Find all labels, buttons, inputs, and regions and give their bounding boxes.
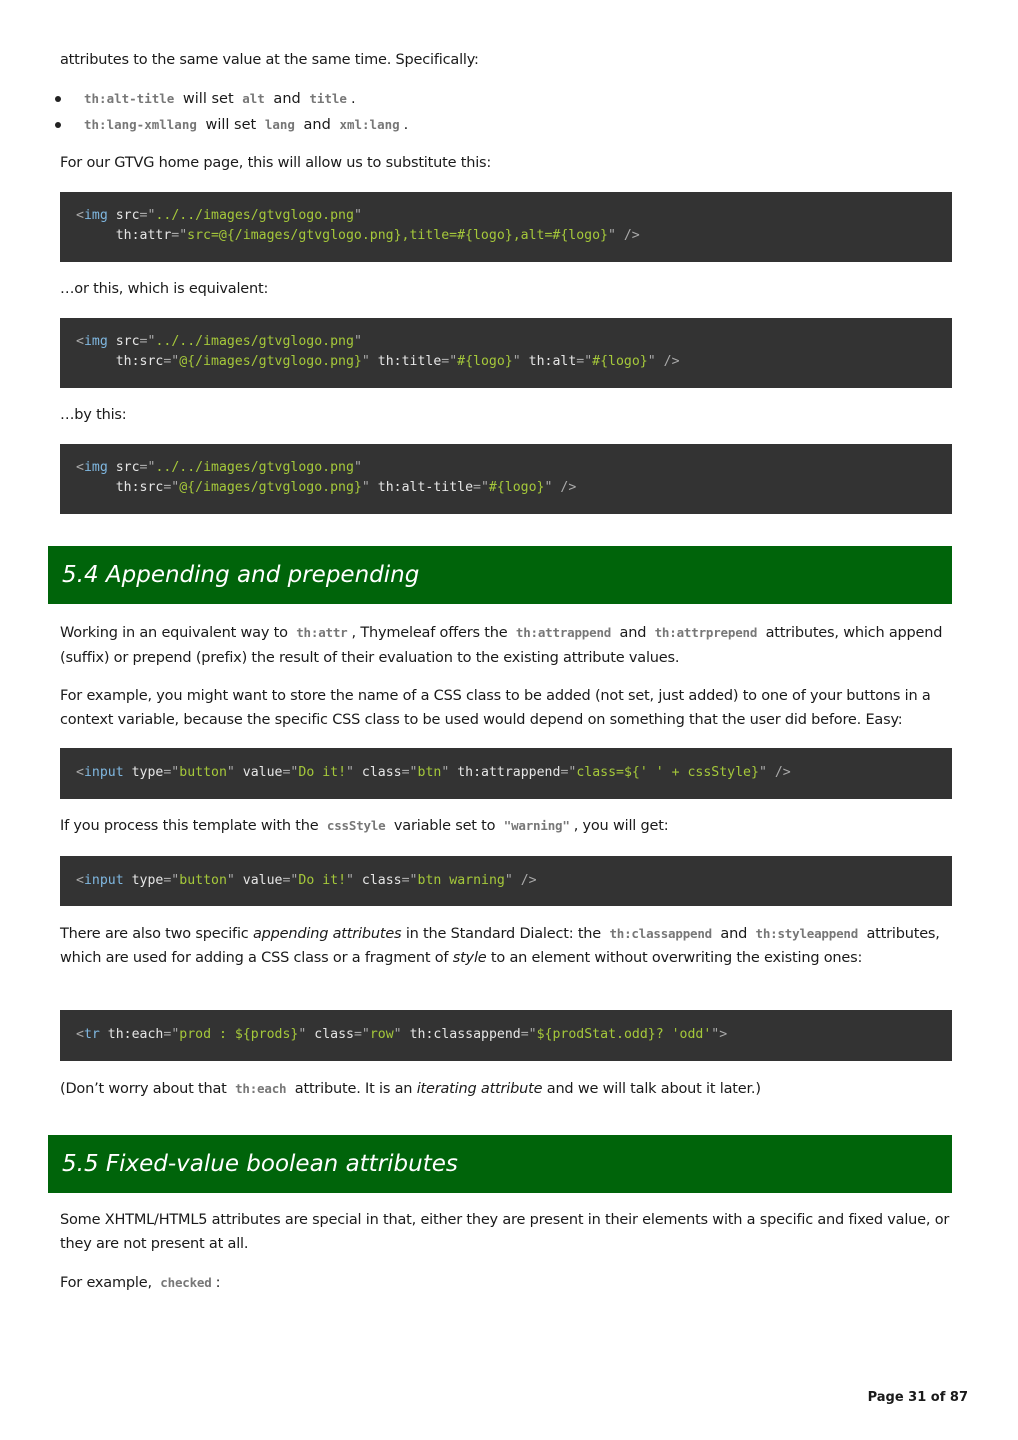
code-line	[76, 332, 936, 352]
code-line	[76, 206, 936, 226]
text: …by this:	[60, 407, 127, 423]
code-token: "	[226, 873, 235, 888]
code-token: class	[306, 1027, 354, 1042]
inline-code: th:attrprepend	[654, 625, 758, 640]
text: There are also two specific	[60, 926, 253, 942]
code-token: ="	[441, 354, 458, 369]
code-token: @{/images/gtvglogo.png}	[179, 480, 362, 495]
text: and	[615, 625, 651, 641]
code-token: ="	[163, 873, 180, 888]
text: , Thymeleaf offers the	[351, 625, 512, 641]
paragraph	[60, 1077, 952, 1101]
code-token: " />	[758, 765, 791, 780]
code-token: ="	[560, 765, 577, 780]
paragraph	[60, 620, 952, 671]
text: :	[215, 1275, 221, 1291]
code-token: btn	[417, 765, 442, 780]
text: in the Standard Dialect: the	[401, 926, 606, 942]
code-token: th:alt-title	[369, 480, 474, 495]
code-token: ">	[711, 1027, 728, 1042]
emphasis: style	[452, 950, 487, 966]
code-token: ="	[473, 480, 489, 495]
text: attributes to the same value at the same time. Specifically:	[60, 52, 479, 68]
text: and we will talk about it later.)	[542, 1081, 761, 1097]
code-token: ../../images/gtvglogo.png	[155, 460, 354, 475]
code-token: th:alt	[520, 354, 577, 369]
text: attribute. It is an	[290, 1081, 417, 1097]
text: and	[716, 926, 752, 942]
text: Some XHTML/HTML5 attributes are special in that, either they are present in their elements with a specific and fixed value, or they are not present at all.	[60, 1212, 950, 1252]
text: .	[403, 117, 409, 133]
text: attributes, which append (suffix) or prepend (prefix) the result of their evaluation to the existing attribute values.	[60, 625, 943, 666]
code-token: ="	[576, 354, 593, 369]
code-token: ="	[163, 480, 180, 495]
code-token: value	[234, 765, 283, 780]
list-item	[60, 86, 952, 112]
paragraph	[60, 684, 952, 732]
code-token: img	[83, 208, 108, 223]
code-token: ="	[163, 1027, 180, 1042]
code-token: class	[353, 765, 402, 780]
code-token: "	[393, 1027, 402, 1042]
text: If you process this template with the	[60, 818, 323, 834]
inline-code: th:styleappend	[755, 926, 859, 941]
text: (Don’t worry about that	[60, 1081, 232, 1097]
code-token: th:src	[76, 354, 164, 369]
inline-code: th:attr	[296, 625, 348, 640]
code-token: "	[298, 1027, 307, 1042]
code-token: value	[234, 873, 283, 888]
text: For example, you might want to store the name of a CSS class to be added (not set, just added) to one of your buttons in a context variable, because the specific CSS class to be used would depend on something that the user did before. Easy:	[60, 688, 931, 728]
code-token: " />	[504, 873, 537, 888]
code-token: ="	[282, 873, 299, 888]
code-line	[76, 871, 936, 891]
code-token: row	[369, 1027, 394, 1042]
inline-code: cssStyle	[326, 818, 386, 833]
code-token: img	[83, 334, 108, 349]
paragraph	[60, 403, 952, 427]
inline-code: th:attrappend	[515, 625, 612, 640]
code-token: " />	[607, 228, 640, 243]
code-token: ="	[163, 765, 180, 780]
paragraph	[60, 814, 952, 838]
code-token: th:src	[76, 480, 164, 495]
inline-code: th:each	[235, 1081, 287, 1096]
code-token: "	[346, 873, 354, 888]
text: For our GTVG home page, this will allow us to substitute this:	[60, 155, 492, 171]
code-token: "	[353, 334, 362, 349]
paragraph	[60, 922, 952, 970]
code-token: ="	[520, 1027, 537, 1042]
text: variable set to	[389, 818, 500, 834]
code-token: th:attrappend	[449, 765, 561, 780]
code-token: <	[76, 1027, 84, 1042]
code-token: <	[76, 873, 84, 888]
code-line	[76, 458, 936, 478]
paragraph	[60, 1208, 952, 1256]
code-token: <	[76, 334, 84, 349]
code-token: input	[83, 873, 124, 888]
code-token: th:each	[99, 1027, 164, 1042]
code-token: src	[107, 460, 140, 475]
code-token: Do it!	[298, 873, 347, 888]
code-token: src	[107, 334, 140, 349]
text: will set	[178, 91, 239, 107]
inline-code: th:lang-xmllang	[84, 117, 197, 132]
text: and	[268, 91, 306, 107]
code-line	[76, 1025, 936, 1045]
code-block	[60, 1010, 952, 1061]
inline-code: th:classappend	[609, 926, 712, 941]
code-token: src=@{/images/gtvglogo.png},title=#{logo},alt=#{logo}	[187, 228, 608, 243]
text: and	[298, 117, 336, 133]
code-token: ="	[171, 228, 188, 243]
code-token: th:attr	[76, 228, 172, 243]
code-block	[60, 318, 952, 388]
code-token: " />	[647, 354, 680, 369]
code-token: "	[353, 460, 362, 475]
code-token: ="	[139, 208, 156, 223]
code-token: ="	[401, 765, 418, 780]
code-block	[60, 444, 952, 514]
paragraph	[60, 1271, 952, 1295]
code-token: ="	[139, 460, 156, 475]
code-token: "	[361, 354, 370, 369]
code-token: #{logo}	[457, 354, 513, 369]
page-number: Page 31 of 87	[867, 1390, 968, 1405]
code-token: ../../images/gtvglogo.png	[155, 208, 354, 223]
code-token: type	[123, 873, 164, 888]
code-token: <	[76, 460, 84, 475]
inline-code: lang	[264, 117, 295, 132]
inline-code: xml:lang	[339, 117, 400, 132]
code-token: "	[346, 765, 354, 780]
code-token: button	[179, 873, 227, 888]
code-line	[76, 352, 936, 372]
code-token: tr	[83, 1027, 100, 1042]
code-token: prod : ${prods}	[179, 1027, 299, 1042]
code-token: @{/images/gtvglogo.png}	[179, 354, 362, 369]
code-token: input	[83, 765, 124, 780]
code-token: th:classappend	[401, 1027, 521, 1042]
paragraph	[60, 151, 952, 175]
code-token: ${prodStat.odd}? 'odd'	[536, 1027, 712, 1042]
code-token: <	[76, 765, 84, 780]
code-line	[76, 763, 936, 783]
emphasis: appending attributes	[252, 926, 402, 942]
section-heading-5-4: 5.4 Appending and prepending	[48, 546, 952, 604]
code-token: src	[107, 208, 140, 223]
code-block	[60, 192, 952, 262]
code-token: class	[353, 873, 402, 888]
inline-code: title	[309, 91, 347, 106]
code-token: "	[353, 208, 362, 223]
paragraph	[60, 277, 952, 301]
code-token: ="	[163, 354, 180, 369]
code-token: btn warning	[417, 873, 505, 888]
text: …or this, which is equivalent:	[60, 281, 269, 297]
text: , you will get:	[573, 818, 669, 834]
code-token: ="	[139, 334, 156, 349]
code-token: class=${' ' + cssStyle}	[576, 765, 759, 780]
code-token: th:title	[369, 354, 442, 369]
inline-code: checked	[160, 1275, 212, 1290]
code-token: button	[179, 765, 227, 780]
code-token: "	[512, 354, 521, 369]
intro-paragraph	[60, 48, 952, 72]
code-line	[76, 226, 936, 246]
text: will set	[200, 117, 261, 133]
inline-code: "warning"	[503, 818, 570, 833]
text: .	[350, 91, 356, 107]
code-token: "	[361, 480, 370, 495]
code-token: "	[441, 765, 450, 780]
code-token: ="	[282, 765, 299, 780]
code-token: #{logo}	[488, 480, 545, 495]
code-block	[60, 856, 952, 906]
section-heading-5-5: 5.5 Fixed-value boolean attributes	[48, 1135, 952, 1193]
code-token: #{logo}	[592, 354, 648, 369]
text: to an element without overwriting the existing ones:	[486, 950, 863, 966]
code-line	[76, 478, 936, 498]
attribute-list	[60, 86, 952, 138]
inline-code: th:alt-title	[84, 91, 175, 106]
code-token: img	[83, 460, 108, 475]
emphasis: iterating attribute	[416, 1081, 543, 1097]
text: attributes, which are used for adding a CSS class or a fragment of	[60, 926, 940, 966]
code-token: ="	[353, 1027, 370, 1042]
code-token: <	[76, 208, 84, 223]
text: For example,	[60, 1275, 157, 1291]
code-token: ../../images/gtvglogo.png	[155, 334, 354, 349]
list-item	[60, 112, 952, 138]
text: Working in an equivalent way to	[60, 625, 293, 641]
code-block	[60, 748, 952, 799]
inline-code: alt	[242, 91, 265, 106]
code-token: "	[226, 765, 235, 780]
code-token: " />	[544, 480, 577, 495]
code-token: Do it!	[298, 765, 347, 780]
code-token: ="	[401, 873, 418, 888]
code-token: type	[123, 765, 164, 780]
